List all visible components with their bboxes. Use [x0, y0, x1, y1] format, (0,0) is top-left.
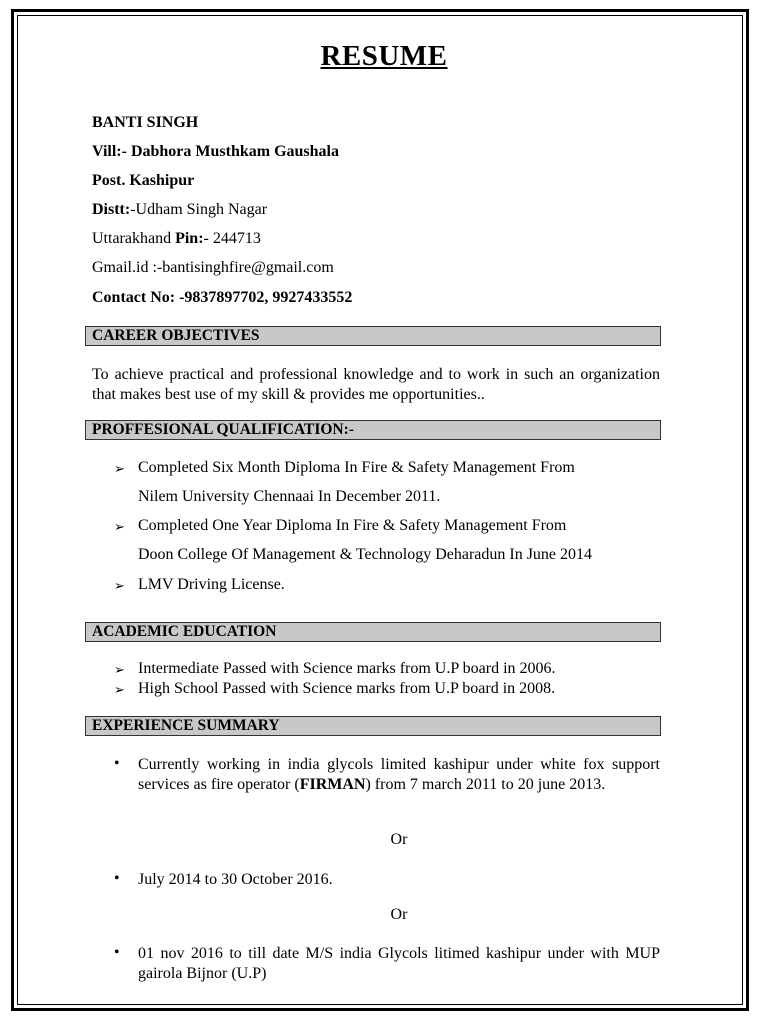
section-header-experience: EXPERIENCE SUMMARY: [85, 716, 661, 736]
district-value: -Udham Singh Nagar: [130, 201, 268, 218]
academic-item-2: High School Passed with Science marks from U.P board in 2008.: [138, 680, 556, 697]
qualification-item-2-line2: Doon College Of Management & Technology Deharadun In June 2014: [138, 546, 593, 563]
experience-item-2: July 2014 to 30 October 2016.: [138, 871, 333, 888]
page-title: RESUME: [320, 40, 448, 72]
experience-item-1: [138, 755, 660, 795]
state-pin-line: [92, 230, 261, 248]
state-value: Uttarakhand: [92, 230, 172, 247]
experience-item-1-text: Currently working in india glycols limited kashipur under white fox support services as fire operator (: [138, 756, 660, 793]
pin-label: Pin:: [175, 230, 204, 247]
section-header-career: CAREER OBJECTIVES: [85, 326, 661, 346]
applicant-name: BANTI SINGH: [92, 114, 199, 131]
bullet-dot-icon: •: [114, 755, 120, 772]
section-header-professional: PROFFESIONAL QUALIFICATION:-: [85, 420, 661, 440]
or-separator: Or: [390, 831, 408, 848]
phone-value: -9837897702, 9927433552: [179, 289, 353, 306]
arrow-bullet-icon: ➢: [114, 519, 125, 534]
academic-item-1: Intermediate Passed with Science marks from U.P board in 2006.: [138, 660, 556, 677]
arrow-bullet-icon: ➢: [114, 578, 125, 593]
experience-item-1-role: FIRMAN: [299, 776, 366, 793]
experience-item-3: 01 nov 2016 to till date M/S india Glycols litimed kashipur under with MUP gairola Bijnor (U.P): [138, 945, 660, 982]
bullet-dot-icon: •: [114, 870, 120, 887]
pin-value: - 244713: [203, 230, 261, 247]
district-label: Distt:: [92, 201, 131, 218]
district-line: [92, 201, 267, 219]
arrow-bullet-icon: ➢: [114, 461, 125, 476]
arrow-bullet-icon: ➢: [114, 682, 125, 697]
email-line: Gmail.id :-bantisinghfire@gmail.com: [92, 259, 334, 276]
experience-item-1-dates: ) from 7 march 2011 to 20 june 2013.: [365, 776, 606, 793]
qualification-item-3: LMV Driving License.: [138, 576, 285, 593]
village-value: Dabhora Musthkam Gaushala: [130, 143, 339, 160]
bullet-dot-icon: •: [114, 944, 120, 961]
qualification-item-1-line1: Completed Six Month Diploma In Fire & Safety Management From: [138, 459, 575, 476]
village-label: Vill:-: [92, 143, 127, 160]
qualification-item-1-line2: Nilem University Chennaai In December 2011.: [138, 488, 441, 505]
career-objective-text: To achieve practical and professional knowledge and to work in such an organization that makes best use of my skill & provides me opportunities..: [92, 366, 660, 403]
phone-line: [92, 289, 352, 307]
phone-label: Contact No:: [92, 289, 176, 306]
section-header-academic: ACADEMIC EDUCATION: [85, 622, 661, 642]
or-separator: Or: [390, 906, 408, 923]
post-line: Post. Kashipur: [92, 172, 195, 189]
qualification-item-2-line1: Completed One Year Diploma In Fire & Safety Management From: [138, 517, 567, 534]
village-line: [92, 143, 339, 161]
arrow-bullet-icon: ➢: [114, 662, 125, 677]
